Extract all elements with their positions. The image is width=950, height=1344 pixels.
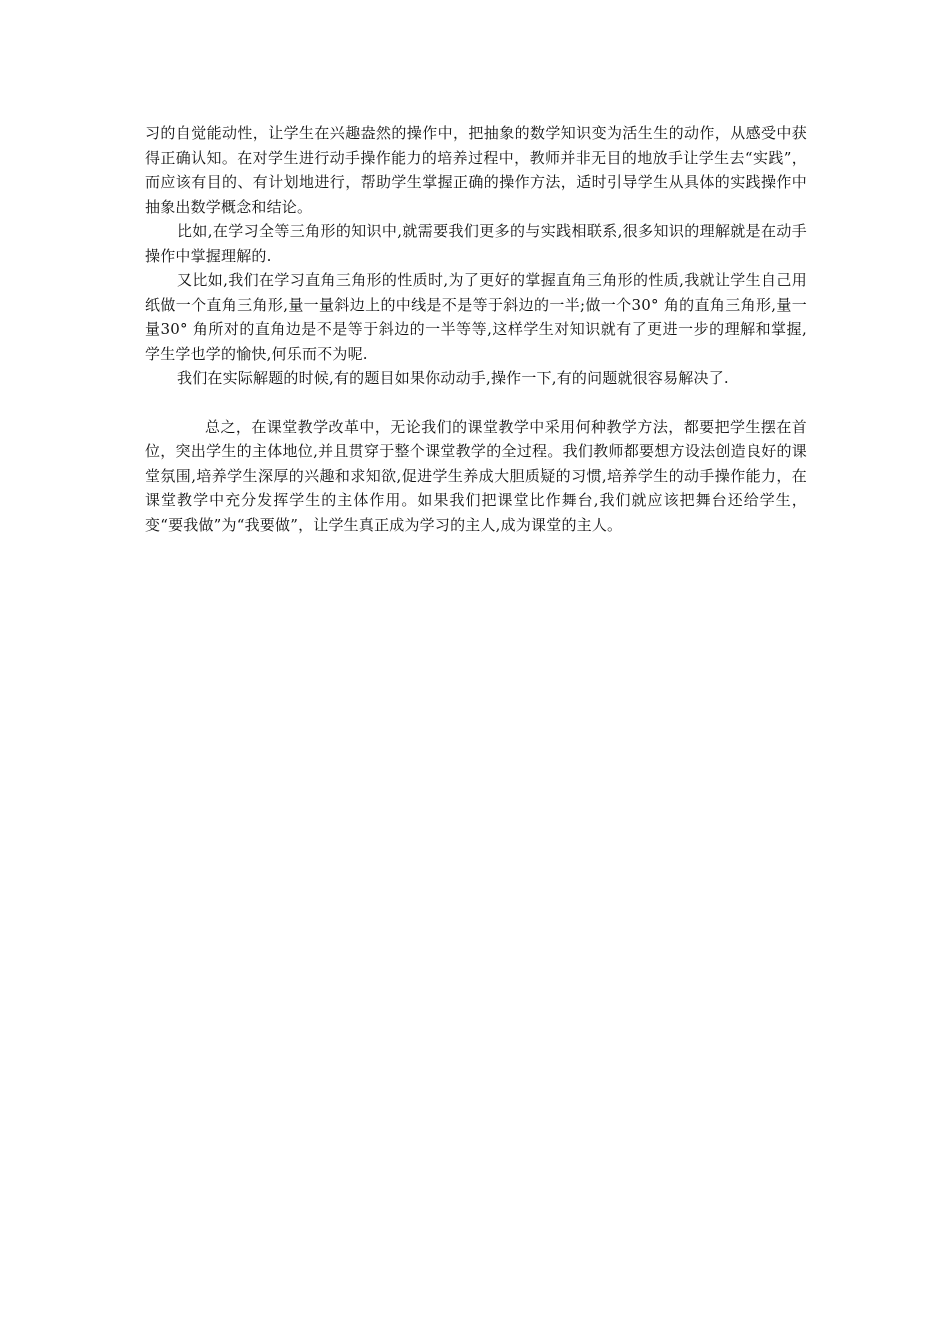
paragraph-spacer xyxy=(145,391,807,415)
paragraph-right-triangles: 又比如,我们在学习直角三角形的性质时,为了更好的掌握直角三角形的性质,我就让学生自己用纸做一个直角三角形,量一量斜边上的中线是不是等于斜边的一半;做一个30° 角的直角三角形,量一量30° 角所对的直角边是不是等于斜边的一半等等,这样学生对知识就有了更进一步的理解和掌握,学生学也学的愉快,何乐而不为呢. xyxy=(145,271,807,363)
paragraph-conclusion: 总之，在课堂教学改革中，无论我们的课堂教学中采用何种教学方法，都要把学生摆在首位，突出学生的主体地位,并且贯穿于整个课堂教学的全过程。我们教师都要想方设法创造良好的课堂氛围,培养学生深厚的兴趣和求知欲,促进学生养成大胆质疑的习惯,培养学生的动手操作能力，在课堂教学中充分发挥学生的主体作用。如果我们把课堂比作舞台,我们就应该把舞台还给学生，变“要我做”为“我要做”，让学生真正成为学习的主人,成为课堂的主人。 xyxy=(145,417,807,534)
paragraph-congruent-triangles: 比如,在学习全等三角形的知识中,就需要我们更多的与实践相联系,很多知识的理解就是在动手操作中掌握理解的. xyxy=(145,222,807,265)
paragraph-continuation: 习的自觉能动性，让学生在兴趣盎然的操作中，把抽象的数学知识变为活生生的动作，从感受中获得正确认知。在对学生进行动手操作能力的培养过程中，教师并非无目的地放手让学生去“实践”，而应该有目的、有计划地进行，帮助学生掌握正确的操作方法，适时引导学生从具体的实践操作中抽象出数学概念和结论。 xyxy=(145,124,807,216)
document-body xyxy=(145,121,807,537)
paragraph-problem-solving: 我们在实际解题的时候,有的题目如果你动动手,操作一下,有的问题就很容易解决了. xyxy=(177,369,729,387)
